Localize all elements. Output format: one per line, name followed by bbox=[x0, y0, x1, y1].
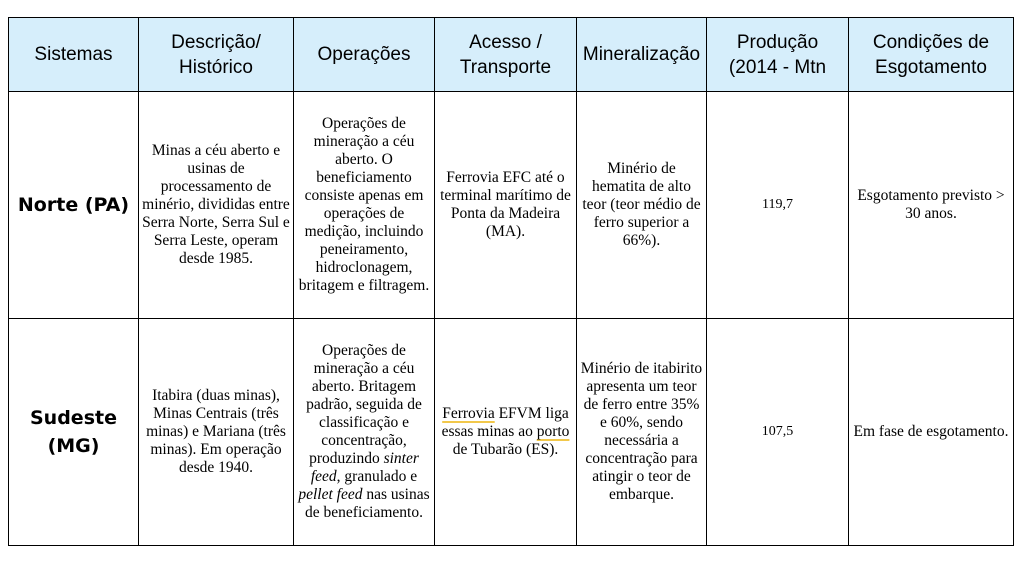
operacoes-cell: Operações de mineração a céu aberto. O beneficiamento consiste apenas em operações de medição, incluindo peneiramento, hidroclonagem, britagem e filtragem. bbox=[294, 92, 435, 319]
acesso-cell: Ferrovia EFC até o terminal marítimo de Ponta da Madeira (MA). bbox=[435, 92, 577, 319]
descricao-cell: Minas a céu aberto e usinas de processamento de minério, divididas entre Serra Norte, Serra Sul e Serra Leste, operam desde 1985. bbox=[139, 92, 294, 319]
mineralizacao-cell: Minério de itabirito apresenta um teor de ferro entre 35% e 60%, sendo necessária a concentração para atingir o teor de embarque. bbox=[577, 319, 707, 546]
table-row-sudeste bbox=[9, 319, 1014, 546]
header-condicoes: Condições de Esgotamento bbox=[849, 18, 1014, 92]
producao-cell: 107,5 bbox=[707, 319, 849, 546]
header-mineralizacao: Mineralização bbox=[577, 18, 707, 92]
system-name: Norte (PA) bbox=[9, 92, 139, 319]
descricao-cell: Itabira (duas minas), Minas Centrais (três minas) e Mariana (três minas). Em operação desde 1940. bbox=[139, 319, 294, 546]
header-producao: Produção (2014 - Mtn bbox=[707, 18, 849, 92]
mineralizacao-cell: Minério de hematita de alto teor (teor médio de ferro superior a 66%). bbox=[577, 92, 707, 319]
condicoes-cell: Em fase de esgotamento. bbox=[849, 319, 1014, 546]
acesso-cell: Ferrovia EFVM liga essas minas ao porto de Tubarão (ES). bbox=[435, 319, 577, 546]
condicoes-cell: Esgotamento previsto > 30 anos. bbox=[849, 92, 1014, 319]
highlighted-word: Ferrovia bbox=[442, 405, 495, 422]
system-name: Sudeste (MG) bbox=[9, 319, 139, 546]
header-sistemas: Sistemas bbox=[9, 18, 139, 92]
highlighted-word: porto bbox=[536, 423, 570, 440]
header-acesso: Acesso / Transporte bbox=[435, 18, 577, 92]
table-row-norte bbox=[9, 92, 1014, 319]
sinter-feed-term: sinter feed bbox=[310, 450, 419, 485]
producao-cell: 119,7 bbox=[707, 92, 849, 319]
header-row bbox=[9, 18, 1014, 92]
systems-table bbox=[8, 17, 1014, 546]
pellet-feed-term: pellet feed bbox=[298, 486, 363, 503]
header-operacoes: Operações bbox=[294, 18, 435, 92]
header-descricao: Descrição/ Histórico bbox=[139, 18, 294, 92]
operacoes-cell: Operações de mineração a céu aberto. Britagem padrão, seguida de classificação e concentração, produzindo sinter feed, granulado e pellet feed nas usinas de beneficiamento. bbox=[294, 319, 435, 546]
